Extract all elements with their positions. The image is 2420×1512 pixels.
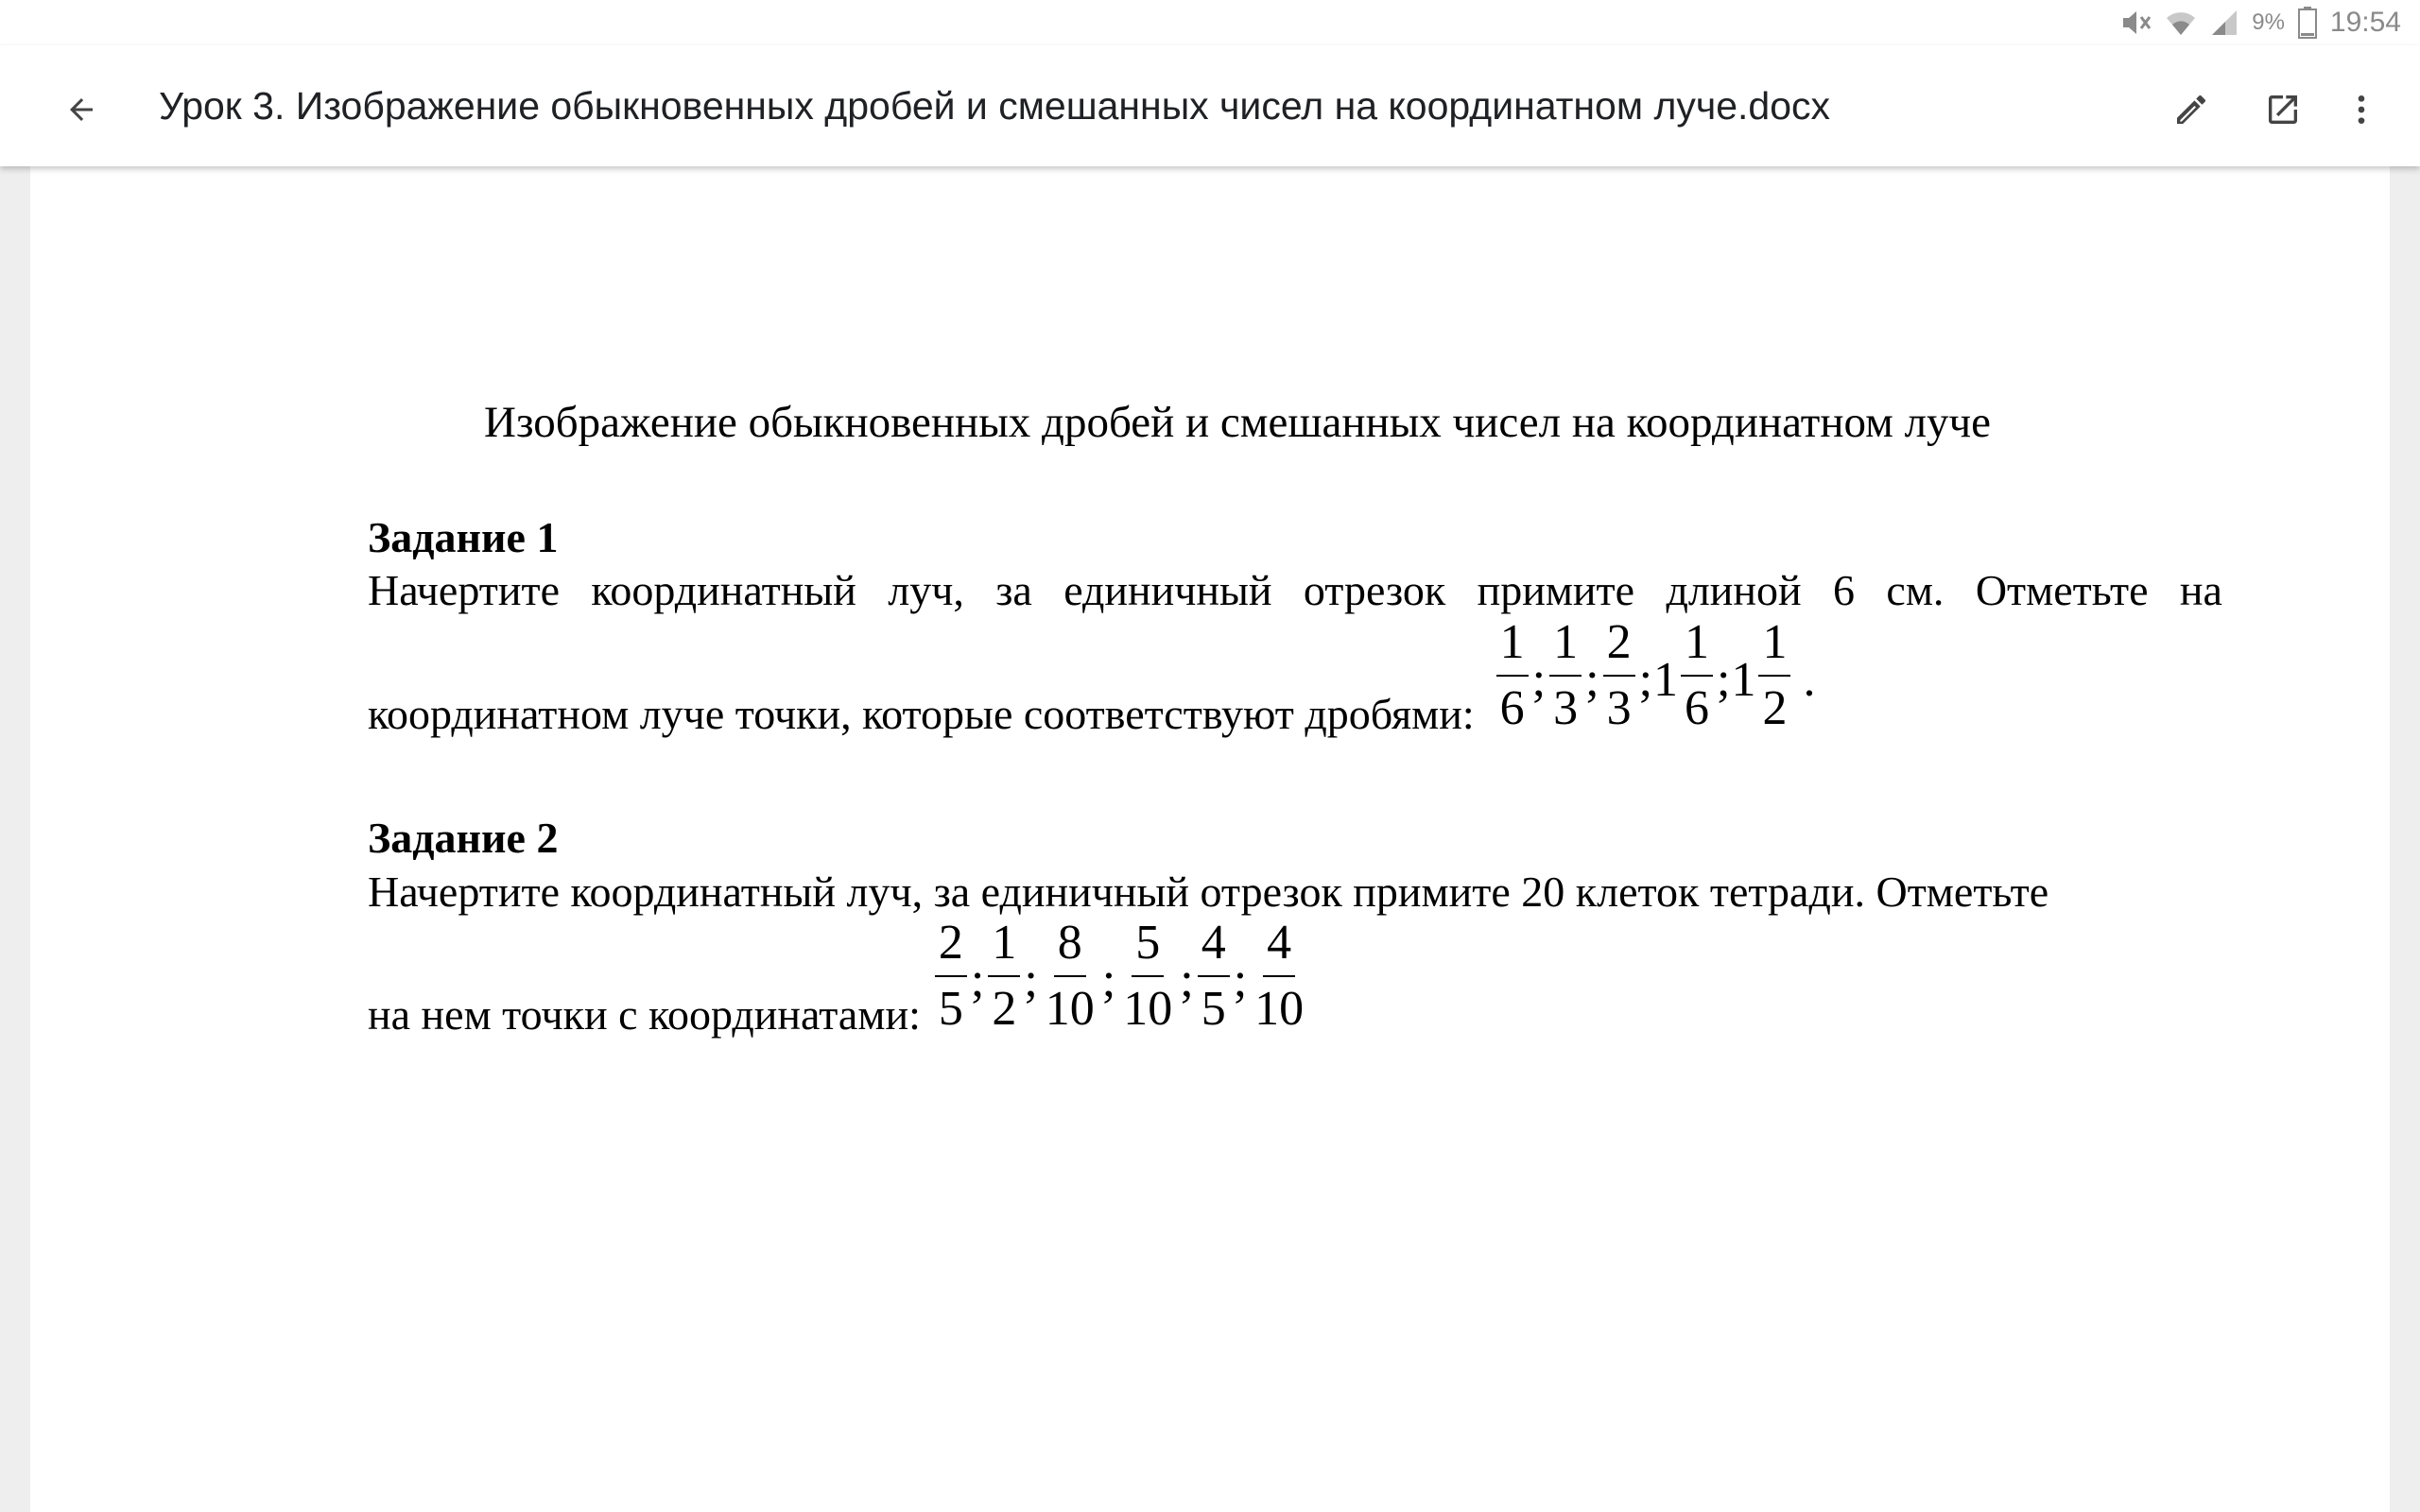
task1-word: 6 <box>1833 566 1856 614</box>
task2-fraction-item <box>1195 916 1248 1036</box>
battery-percent: 9% <box>2252 9 2285 35</box>
status-icons <box>2119 0 2401 45</box>
fraction-whole: 1 <box>1653 652 1679 707</box>
task1-line2-text: координатном луче точки, которые соответствуют дробями: <box>368 689 1475 738</box>
task1-word: на <box>2179 566 2222 614</box>
fraction-denominator: 2 <box>1762 681 1788 735</box>
open-external-icon <box>2264 91 2302 129</box>
task2-fraction-item <box>1248 916 1310 1036</box>
fraction-numerator: 8 <box>1054 919 1086 977</box>
fraction-numerator: 2 <box>935 919 967 977</box>
task1-word: отрезок <box>1303 566 1446 614</box>
mute-icon <box>2119 9 2152 37</box>
fraction-denominator: 3 <box>1553 681 1579 735</box>
status-bar <box>0 0 2420 45</box>
task1-word: Начертите <box>368 566 560 614</box>
wifi-icon <box>2165 9 2197 37</box>
document-heading: Изображение обыкновенных дробей и смешанных чисел на координатном луче <box>484 398 1992 447</box>
fraction-denominator: 2 <box>992 982 1017 1036</box>
task2-fraction-item <box>1039 916 1116 1036</box>
fraction-numerator: 4 <box>1198 919 1230 977</box>
task1-line2 <box>368 615 1816 738</box>
fraction <box>1119 916 1176 1036</box>
task1-word: за <box>995 566 1032 614</box>
battery-icon <box>2298 7 2317 39</box>
document-title: Урок 3. Изображение обыкновенных дробей и смешанных чисел на координатном луче.docx <box>159 84 1831 128</box>
task2-fraction-item <box>932 916 985 1036</box>
task1-word: длиной <box>1666 566 1802 614</box>
fraction-denominator: 10 <box>1045 982 1095 1036</box>
task1-fraction-item <box>1494 615 1547 735</box>
fraction <box>1251 916 1307 1036</box>
fraction-separator: ; <box>1717 652 1731 707</box>
back-arrow-icon <box>64 93 98 127</box>
task1-fractions <box>1494 615 1817 735</box>
fraction <box>1042 916 1098 1036</box>
fraction-separator: . <box>1803 652 1816 707</box>
task2-line2-text: на нем точки с координатами: <box>368 989 921 1039</box>
fraction-separator: ; <box>1638 652 1653 707</box>
fraction-numerator: 1 <box>1496 618 1529 677</box>
fraction-denominator: 5 <box>1201 982 1226 1036</box>
fraction-numerator: 1 <box>988 919 1020 977</box>
task1-fraction-item <box>1653 615 1731 735</box>
fraction-separator: ; <box>1101 953 1116 1007</box>
task1-fraction-item <box>1600 615 1653 735</box>
fraction-denominator: 5 <box>938 982 963 1036</box>
task2-fractions <box>932 916 1310 1036</box>
fraction-numerator: 1 <box>1758 618 1790 677</box>
fraction-numerator: 2 <box>1603 618 1635 677</box>
fraction <box>935 916 967 1036</box>
fraction-numerator: 4 <box>1263 919 1295 977</box>
fraction <box>1549 615 1582 735</box>
task1-label: Задание 1 <box>368 513 559 561</box>
back-button[interactable] <box>55 83 108 136</box>
fraction-separator: ; <box>970 953 985 1007</box>
task1-word: луч, <box>888 566 964 614</box>
fraction-denominator: 10 <box>1123 982 1173 1036</box>
task1-line1 <box>368 565 2222 615</box>
task2-line2 <box>368 916 1310 1039</box>
task1-fraction-item <box>1731 615 1816 735</box>
fraction-numerator: 1 <box>1681 618 1713 677</box>
fraction <box>1198 916 1230 1036</box>
task1-word: координатный <box>591 566 856 614</box>
fraction-separator: ; <box>1180 953 1194 1007</box>
task1-fraction-item <box>1547 615 1599 735</box>
fraction <box>1603 615 1635 735</box>
signal-icon <box>2210 9 2238 37</box>
task2-line1: Начертите координатный луч, за единичный отрезок примите 20 клеток тетради. Отметьте <box>368 868 2049 916</box>
fraction-denominator: 10 <box>1254 982 1305 1036</box>
task2-fraction-item <box>985 916 1038 1036</box>
fraction <box>988 916 1020 1036</box>
fraction <box>1496 615 1529 735</box>
more-vert-icon <box>2342 91 2380 129</box>
app-bar <box>0 45 2420 166</box>
edit-button[interactable] <box>2165 83 2218 136</box>
task1-word: единичный <box>1063 566 1272 614</box>
fraction-numerator: 5 <box>1132 919 1164 977</box>
fraction <box>1758 615 1790 735</box>
fraction-whole: 1 <box>1731 652 1756 707</box>
fraction-separator: ; <box>1233 953 1248 1007</box>
clock: 19:54 <box>2329 7 2401 38</box>
fraction-denominator: 6 <box>1499 681 1525 735</box>
fraction-denominator: 6 <box>1685 681 1710 735</box>
task1-word: см. <box>1886 566 1945 614</box>
more-options-button[interactable] <box>2335 83 2388 136</box>
task1-word: Отметьте <box>1975 566 2149 614</box>
task1-word: примите <box>1477 566 1635 614</box>
open-external-button[interactable] <box>2256 83 2309 136</box>
fraction-separator: ; <box>1531 652 1547 707</box>
fraction-denominator: 3 <box>1606 681 1632 735</box>
fraction-numerator: 1 <box>1549 618 1582 677</box>
fraction <box>1681 615 1713 735</box>
task2-fraction-item <box>1116 916 1194 1036</box>
task2-label: Задание 2 <box>368 814 559 862</box>
edit-pencil-icon <box>2172 91 2210 129</box>
fraction-separator: ; <box>1585 652 1599 707</box>
fraction-separator: ; <box>1024 953 1038 1007</box>
